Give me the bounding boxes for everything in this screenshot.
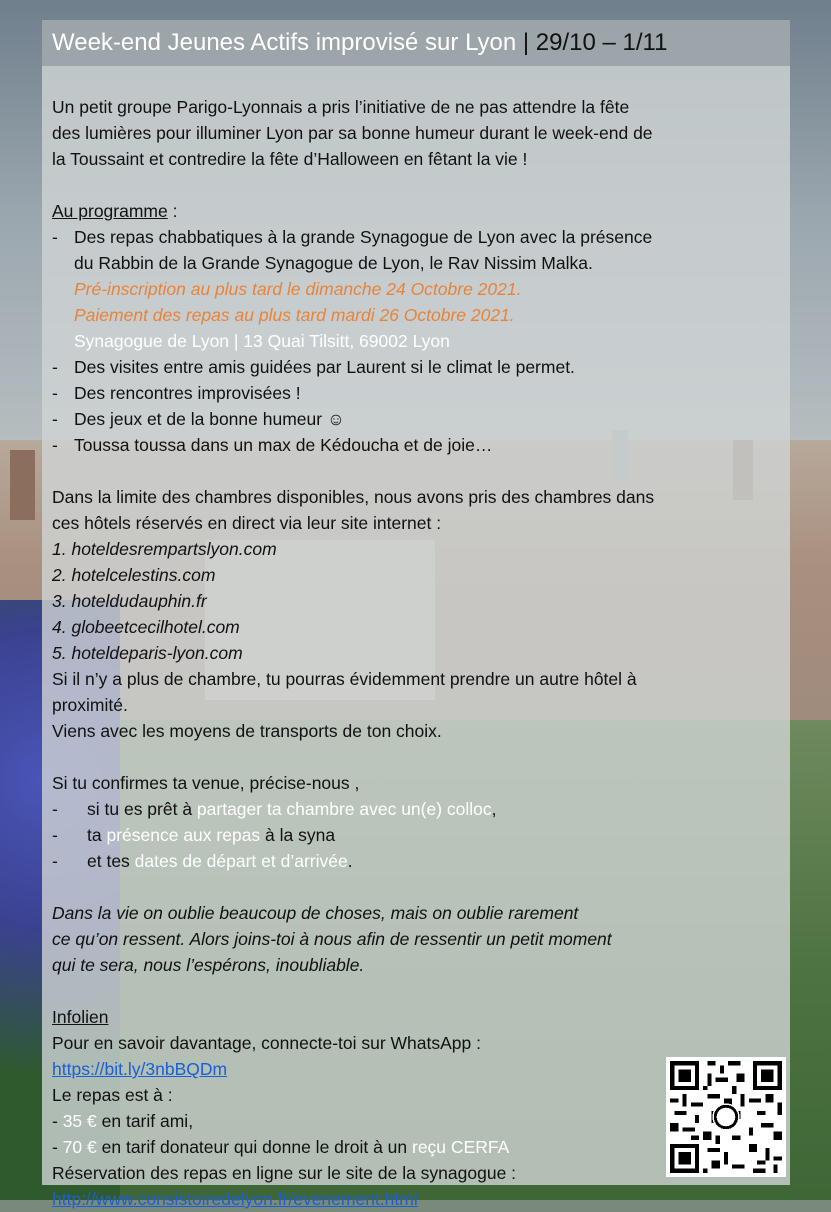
- price-amount: 70 €: [62, 1137, 97, 1157]
- confirm-highlight: dates de départ et d’arrivée: [134, 851, 348, 871]
- programme-heading: [52, 198, 792, 224]
- hotels-intro-line: Dans la limite des chambres disponibles, nous avons pris des chambres dans: [52, 487, 655, 507]
- programme-item: - Des jeux et de la bonne humeur ☺: [52, 406, 792, 432]
- confirm-item: [52, 848, 792, 874]
- preinscription-deadline: Pré-inscription au plus tard le dimanche 24 Octobre 2021.: [74, 279, 522, 299]
- programme-item-text: du Rabbin de la Grande Synagogue de Lyon, le Rav Nissim Malka.: [74, 253, 593, 273]
- quote-line: ce qu’on ressent. Alors joins-toi à nous afin de ressentir un petit moment: [52, 929, 612, 949]
- programme-item: [52, 224, 792, 354]
- price-text: -: [52, 1111, 63, 1131]
- confirm-text: et tes: [87, 851, 135, 871]
- whatsapp-qr-code[interactable]: [666, 1057, 786, 1177]
- intro-line: des lumières pour illuminer Lyon par sa bonne humeur durant le week-end de: [52, 123, 653, 143]
- repas-label: Le repas est à :: [52, 1085, 173, 1105]
- info-heading: Infolien: [52, 1007, 109, 1027]
- programme-heading-text: Au programme: [52, 201, 168, 221]
- confirm-text: ta: [87, 825, 107, 845]
- confirm-item: [52, 796, 792, 822]
- programme-item-text: Des repas chabbatiques à la grande Synagogue de Lyon avec la présence: [74, 227, 653, 247]
- reservation-link[interactable]: http://www.consistoiredelyon.fr/evenement.html: [52, 1189, 418, 1209]
- price-text: -: [52, 1137, 63, 1157]
- programme-heading-colon: :: [167, 201, 178, 221]
- price-text: en tarif ami,: [96, 1111, 194, 1131]
- cerfa-receipt: reçu CERFA: [412, 1137, 510, 1157]
- hotels-note: proximité.: [52, 695, 128, 715]
- hotel-item: 3. hoteldudauphin.fr: [52, 591, 207, 611]
- quote-paragraph: [52, 900, 792, 978]
- confirm-text: .: [347, 851, 353, 871]
- confirm-highlight: présence aux repas: [106, 825, 261, 845]
- flyer-content: [52, 24, 792, 1212]
- confirm-text: à la syna: [260, 825, 336, 845]
- intro-paragraph: [52, 94, 792, 172]
- quote-line: qui te sera, nous l’espérons, inoubliable.: [52, 955, 365, 975]
- whatsapp-text: Pour en savoir davantage, connecte-toi sur WhatsApp :: [52, 1033, 481, 1053]
- hotel-item: 1. hoteldesrempartslyon.com: [52, 539, 277, 559]
- qr-code-icon: [666, 1057, 786, 1177]
- confirm-item: [52, 822, 792, 848]
- hotel-list: [52, 536, 792, 666]
- hotels-note: Si il n’y a plus de chambre, tu pourras évidemment prendre un autre hôtel à: [52, 669, 637, 689]
- title-dates: | 29/10 – 1/11: [522, 29, 668, 56]
- confirm-list: [52, 796, 792, 874]
- quote-line: Dans la vie on oublie beaucoup de choses, mais on oublie rarement: [52, 903, 579, 923]
- page-title: [52, 24, 792, 62]
- programme-item: - Des visites entre amis guidées par Laurent si le climat le permet.: [52, 354, 792, 380]
- hotel-item: 2. hotelcelestins.com: [52, 565, 216, 585]
- title-text: Week-end Jeunes Actifs improvisé sur Lyon: [52, 29, 517, 56]
- hotel-item: 5. hoteldeparis-lyon.com: [52, 643, 243, 663]
- reservation-text: Réservation des repas en ligne sur le site de la synagogue :: [52, 1163, 517, 1183]
- synagogue-address: Synagogue de Lyon | 13 Quai Tilsitt, 69002 Lyon: [74, 331, 450, 351]
- programme-list: [52, 224, 792, 458]
- price-text: en tarif donateur qui donne le droit à un: [96, 1137, 412, 1157]
- intro-line: la Toussaint et contredire la fête d’Halloween en fêtant la vie !: [52, 149, 528, 169]
- price-amount: 35 €: [62, 1111, 97, 1131]
- confirm-highlight: partager ta chambre avec un(e) colloc: [196, 799, 492, 819]
- programme-item: - Des rencontres improvisées !: [52, 380, 792, 406]
- confirm-text: ,: [491, 799, 497, 819]
- payment-deadline: Paiement des repas au plus tard mardi 26 Octobre 2021.: [74, 305, 515, 325]
- confirm-text: si tu es prêt à: [87, 799, 197, 819]
- confirm-intro: Si tu confirmes ta venue, précise-nous ,: [52, 773, 360, 793]
- confirm-section: [52, 770, 792, 874]
- hotels-intro-line: ces hôtels réservés en direct via leur site internet :: [52, 513, 442, 533]
- hotel-item: 4. globeetcecilhotel.com: [52, 617, 240, 637]
- transport-note: Viens avec les moyens de transports de ton choix.: [52, 721, 442, 741]
- hotels-section: [52, 484, 792, 744]
- programme-item: - Toussa toussa dans un max de Kédoucha et de joie…: [52, 432, 792, 458]
- intro-line: Un petit groupe Parigo-Lyonnais a pris l’initiative de ne pas attendre la fête: [52, 97, 630, 117]
- whatsapp-link[interactable]: https://bit.ly/3nbBQDm: [52, 1059, 228, 1079]
- tower-left: [10, 450, 35, 520]
